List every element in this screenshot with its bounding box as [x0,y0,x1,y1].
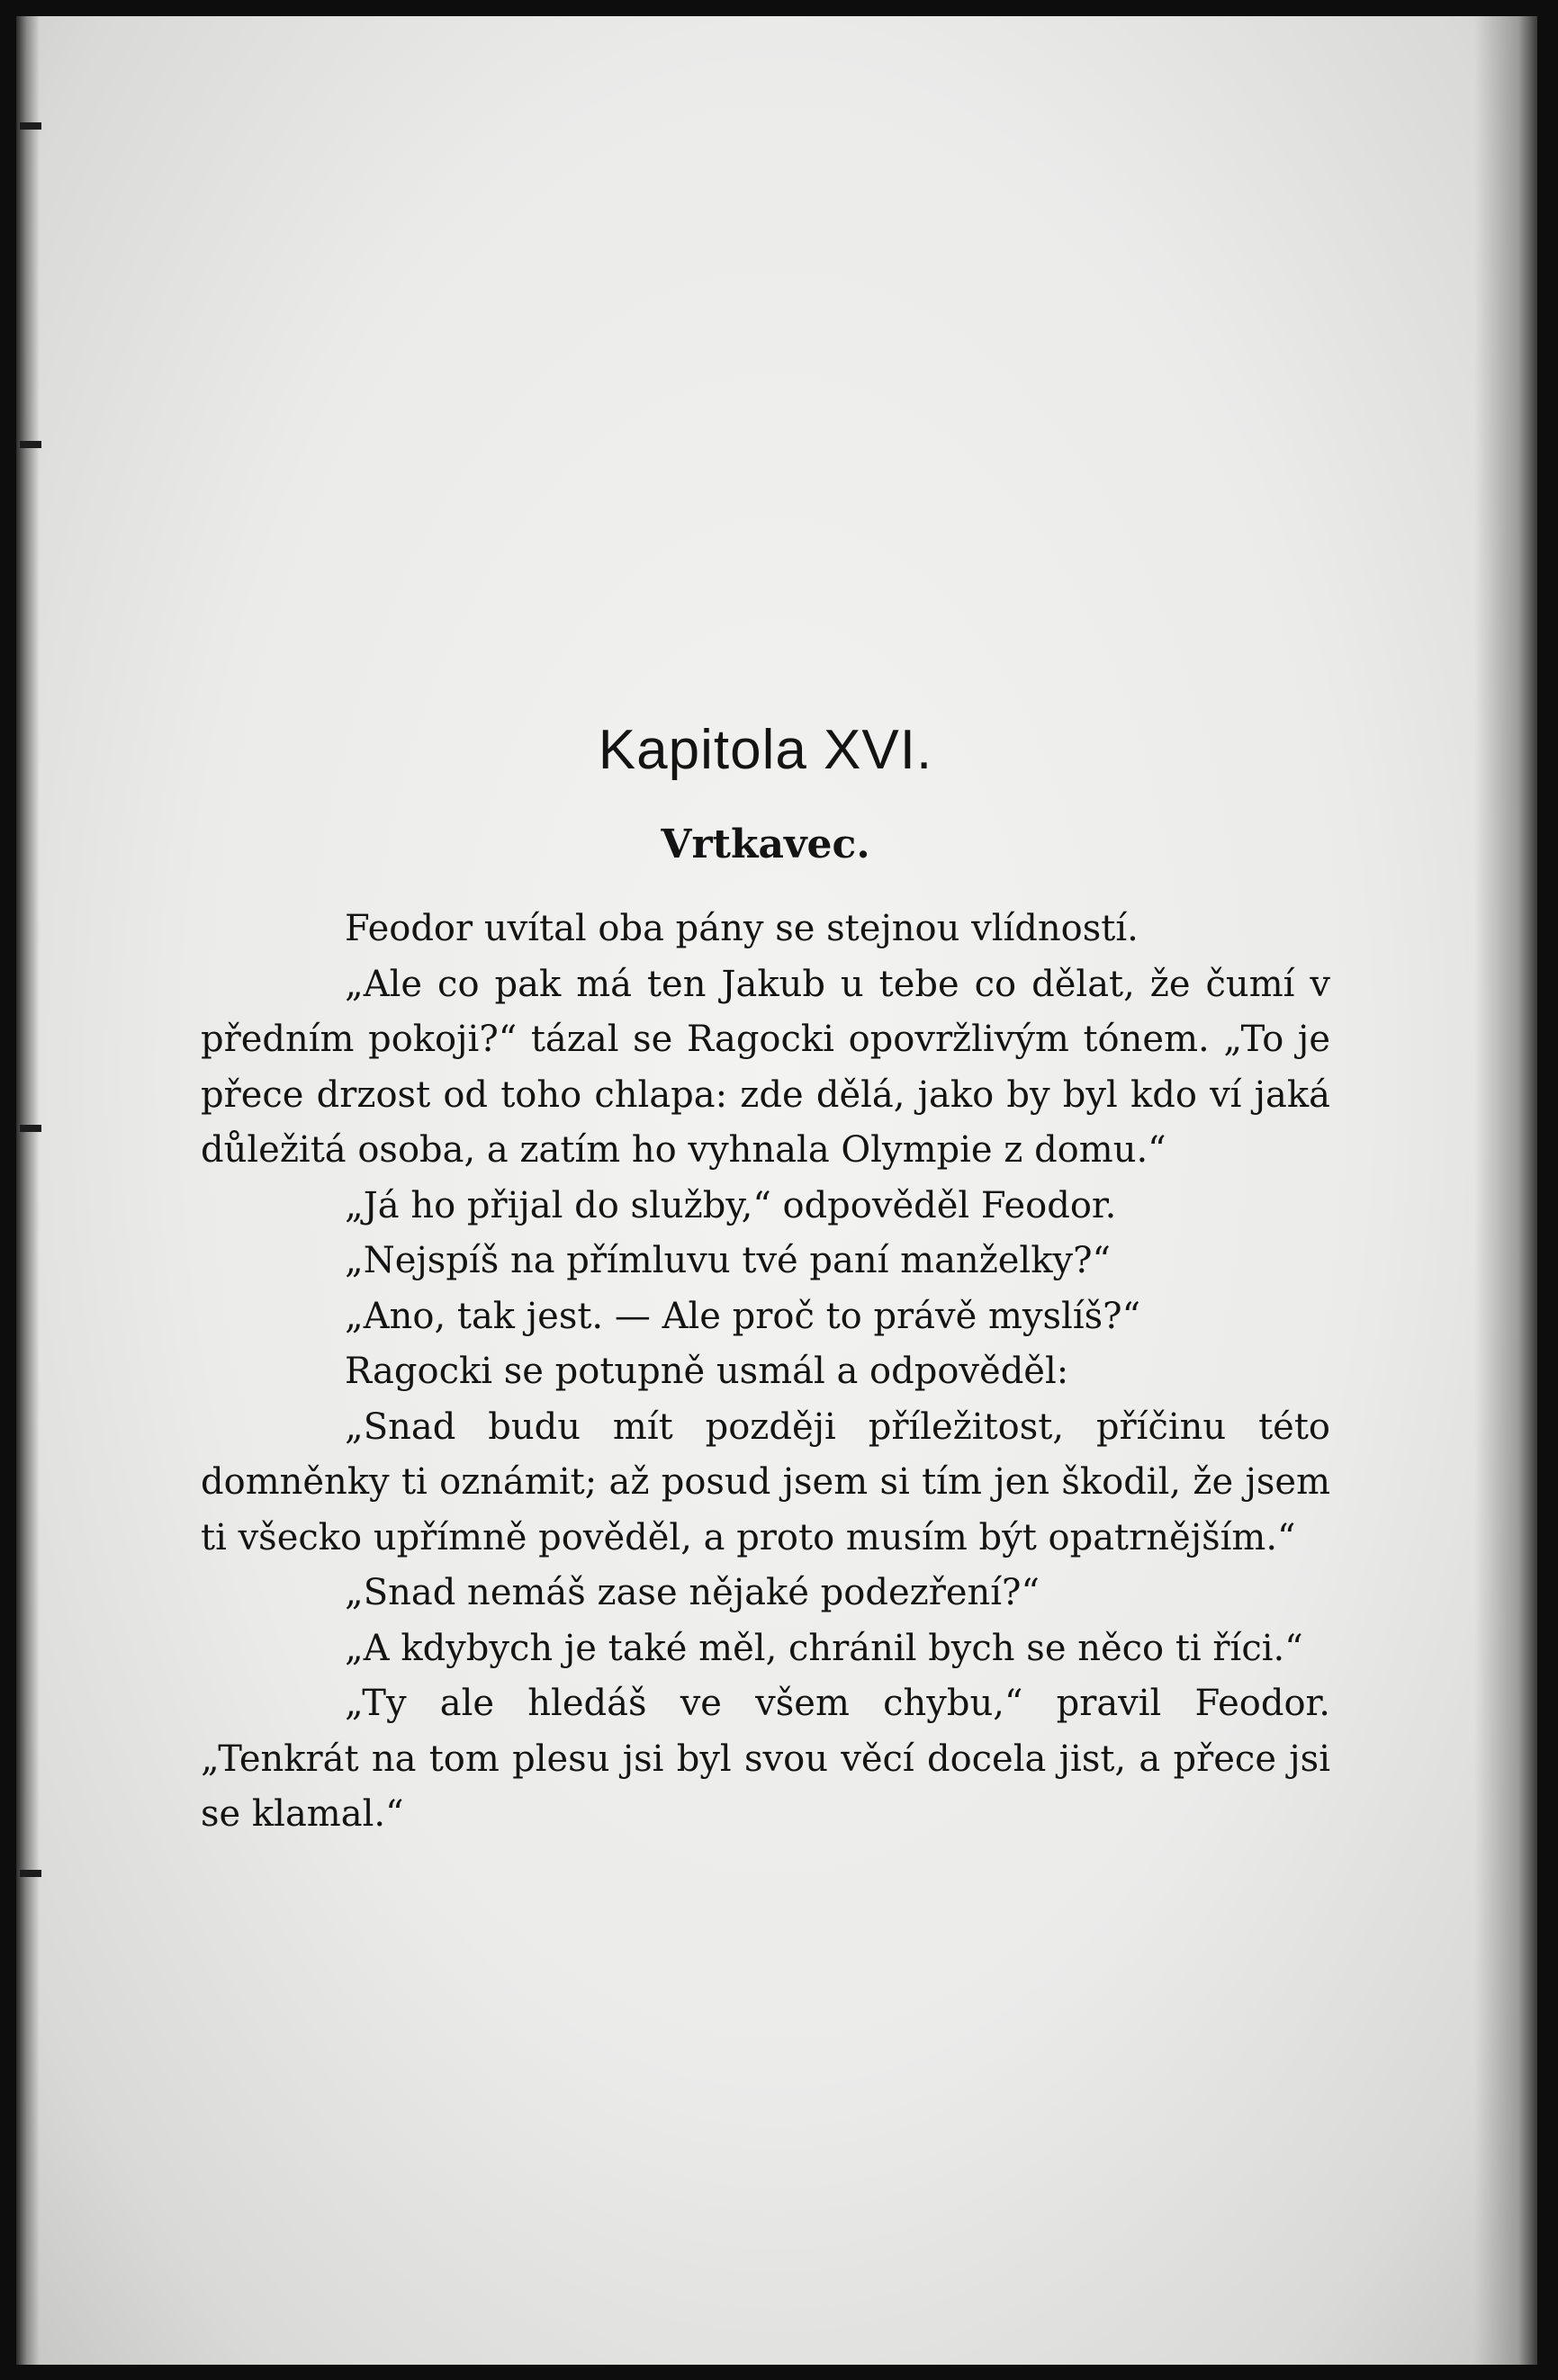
binding-mark [20,1125,41,1132]
paragraph: „Ty ale hledáš ve všem chybu,“ pravil Feodor. „Tenkrát na tom plesu jsi byl svou věcí docela jist, a přece jsi se klamal.“ [201,1683,1330,1835]
paragraph: „Já ho přijal do služby,“ odpověděl Feodor. [345,1184,1117,1226]
paragraph: „Nejspíš na přímluvu tvé paní manželky?“ [345,1240,1111,1281]
paragraph: Ragocki se potupně usmál a odpověděl: [345,1351,1069,1392]
paragraph: „Snad budu mít později příležitost, příčinu této domněnky ti oznámit; až posud jsem si tím jen škodil, že jsem ti všecko upřímně pověděl, a proto musím být opatrnějším.“ [201,1406,1330,1558]
book-page [16,16,1537,2365]
page-gutter-shadow [16,16,40,2365]
binding-mark [20,1870,41,1877]
binding-mark [20,441,41,448]
paragraph: „Ano, tak jest. — Ale proč to právě myslíš?“ [345,1295,1141,1337]
paragraph: Feodor uvítal oba pány se stejnou vlídností. [345,908,1139,949]
chapter-title: Kapitola XVI. [598,719,933,781]
chapter-text [201,718,1330,1843]
paragraph: „Ale co pak má ten Jakub u tebe co dělat, že čumí v předním pokoji?“ tázal se Ragocki opovržlivým tónem. „To je přece drzost od toho chlapa: zde dělá, jako by byl kdo ví jaká důležitá osoba, a zatím ho vyhnala Olympie z domu.“ [201,963,1330,1171]
page-edge-shadow [1474,16,1537,2365]
chapter-subtitle: Vrtkavec. [661,822,870,867]
binding-mark [20,122,41,130]
paragraph: „A kdybych je také měl, chránil bych se něco ti říci.“ [345,1627,1303,1669]
paragraph: „Snad nemáš zase nějaké podezření?“ [345,1572,1040,1613]
